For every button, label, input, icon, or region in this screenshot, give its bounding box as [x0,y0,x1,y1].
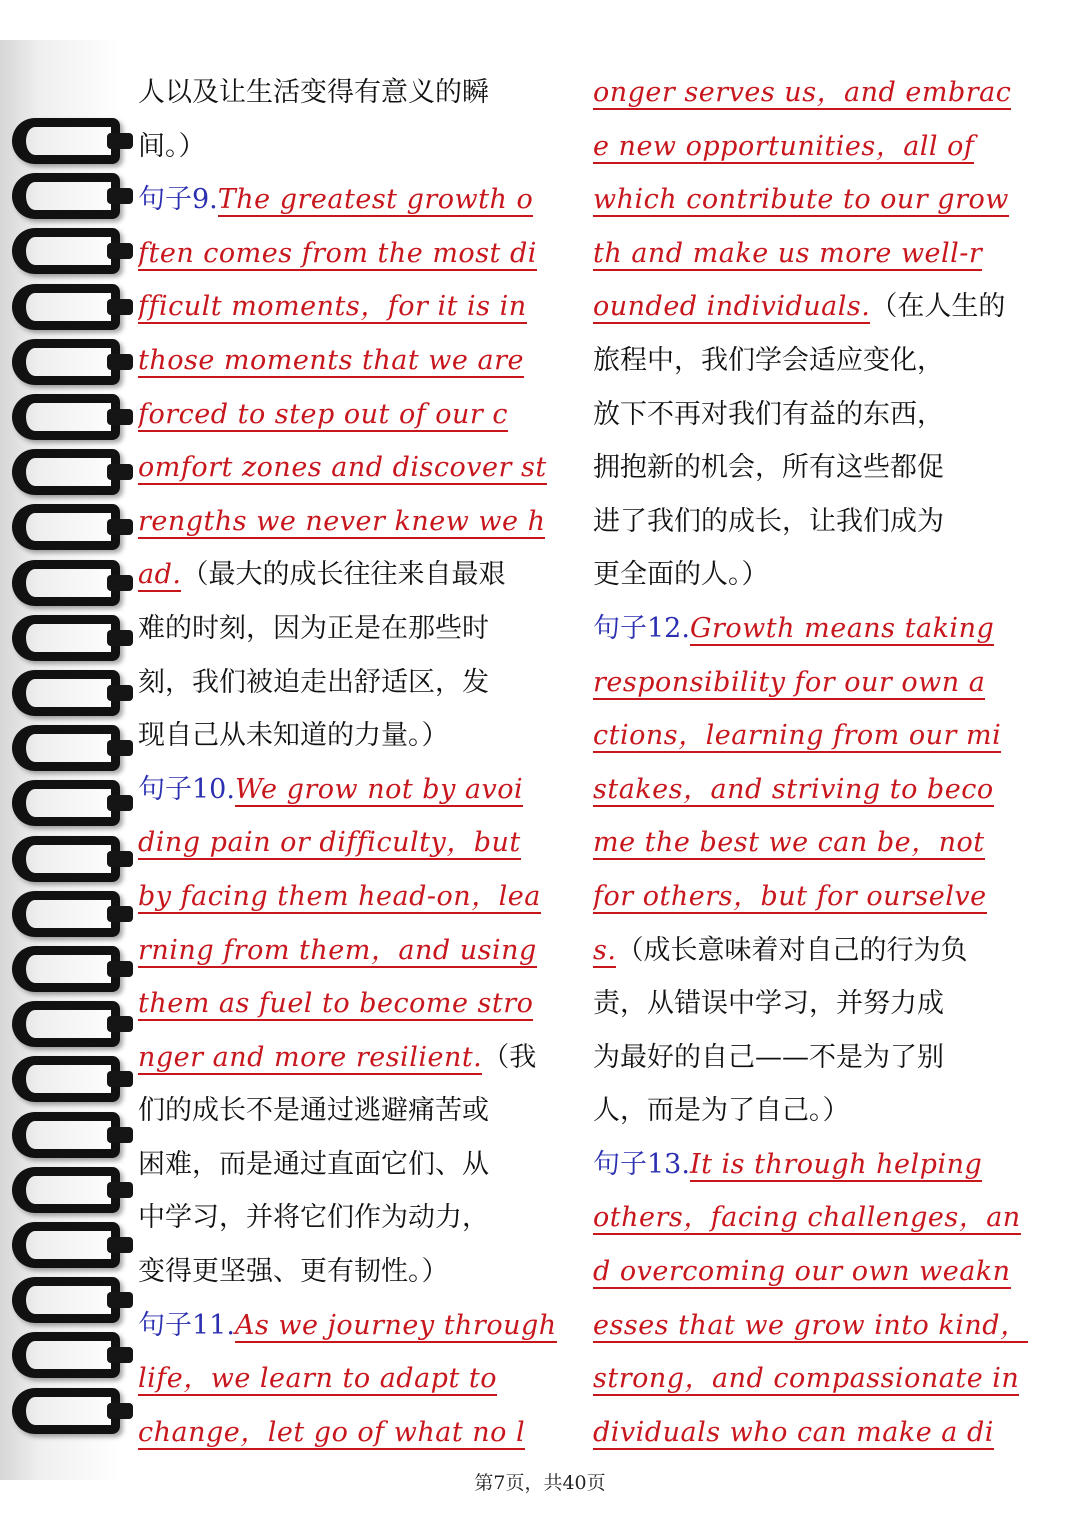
left-column [138,66,578,1459]
english-text: rengths we never knew we h [138,505,546,537]
chinese-text: 人，而是为了自己。） [593,1095,850,1127]
text-line [138,334,578,388]
text-line [138,816,578,870]
text-line [138,173,578,227]
text-line [593,1406,1033,1460]
binding-ring [12,504,120,550]
sentence-label: 句子11. [138,1309,235,1341]
chinese-text: 更全面的人。） [593,559,769,591]
binding-ring [12,1332,120,1378]
text-line [593,1084,1033,1138]
english-text: s. [593,934,617,966]
chinese-text: （在人生的 [870,291,1006,323]
chinese-text: 进了我们的成长，让我们成为 [593,505,944,537]
text-line [138,495,578,549]
binding-ring [12,560,120,606]
text-line [138,602,578,656]
english-text: omfort zones and discover st [138,452,547,484]
binding-ring [12,1388,120,1434]
text-line [138,1191,578,1245]
binding-ring [12,1167,120,1213]
sentence-label: 句子9. [138,184,218,216]
english-text: It is through helping [689,1148,983,1180]
english-text: e new opportunities，all of [593,130,975,162]
spiral-binding [0,40,140,1480]
text-line [593,66,1033,120]
text-line [593,602,1033,656]
binding-ring [12,836,120,882]
text-line [138,977,578,1031]
text-line [593,548,1033,602]
binding-ring [12,1001,120,1047]
text-line [593,763,1033,817]
text-line [593,1138,1033,1192]
english-text: esses that we grow into kind， [593,1309,1028,1341]
chinese-text: 责，从错误中学习，并努力成 [593,988,944,1020]
sentence-label: 句子10. [138,773,235,805]
binding-ring [12,228,120,274]
chinese-text: 刻，我们被迫走出舒适区，发 [138,666,489,698]
binding-ring [12,449,120,495]
chinese-text: 困难，而是通过直面它们、从 [138,1148,489,1180]
chinese-text: 放下不再对我们有益的东西， [593,398,944,430]
text-line [593,388,1033,442]
english-text: The greatest growth o [217,184,534,216]
binding-ring [12,118,120,164]
english-text: nger and more resilient. [138,1041,483,1073]
text-line [138,1406,578,1460]
binding-ring [12,1056,120,1102]
chinese-text: 难的时刻，因为正是在那些时 [138,612,489,644]
binding-ring [12,891,120,937]
english-text: change，let go of what no l [138,1416,526,1448]
binding-ring [12,615,120,661]
page-number: 第7页，共40页 [474,1472,606,1494]
text-line [138,709,578,763]
english-text: by facing them head-on，lea [138,880,541,912]
text-line [593,709,1033,763]
text-line [593,495,1033,549]
english-text: dividuals who can make a di [593,1416,994,1448]
english-text: which contribute to our grow [593,184,1009,216]
english-text: fficult moments，for it is in [138,291,527,323]
chinese-text: 间。） [138,130,206,162]
binding-ring [12,670,120,716]
chinese-text: 变得更坚强、更有韧性。） [138,1256,449,1288]
text-line [593,1031,1033,1085]
chinese-text: （成长意味着对自己的行为负 [616,934,968,966]
english-text: ounded individuals. [593,291,871,323]
english-text: As we journey through [234,1309,557,1341]
text-line [138,870,578,924]
english-text: for others，but for ourselve [593,880,987,912]
english-text: them as fuel to become stro [138,988,534,1020]
english-text: those moments that we are [138,344,524,376]
text-line [138,1299,578,1353]
text-line [593,1191,1033,1245]
text-line [138,548,578,602]
english-text: onger serves us，and embrac [593,77,1012,108]
chinese-text: 现自己从未知道的力量。） [138,720,449,752]
text-line [593,120,1033,174]
text-line [593,227,1033,281]
english-text: ding pain or difficulty，but [138,827,521,859]
text-line [593,1352,1033,1406]
chinese-text: 中学习，并将它们作为动力， [138,1202,489,1234]
binding-ring [12,173,120,219]
text-line [138,656,578,710]
english-text: strong，and compassionate in [593,1363,1020,1395]
text-line [593,816,1033,870]
english-text: me the best we can be，not [593,827,985,859]
text-line [593,924,1033,978]
right-column [593,66,1033,1459]
text-line [138,924,578,978]
english-text: th and make us more well-r [593,237,983,269]
binding-ring [12,946,120,992]
chinese-text: （最大的成长往往来自最艰 [181,559,506,591]
binding-ring [12,725,120,771]
sentence-label: 句子13. [593,1148,690,1180]
text-line [593,656,1033,710]
text-line [593,441,1033,495]
text-line [593,334,1033,388]
chinese-text: 人以及让生活变得有意义的瞬 [138,77,489,108]
english-text: rning from them，and using [138,934,537,966]
text-line [138,280,578,334]
text-line [138,1245,578,1299]
sentence-label: 句子12. [593,612,690,644]
text-line [138,763,578,817]
english-text: ad. [138,559,182,591]
chinese-text: 拥抱新的机会，所有这些都促 [593,452,944,484]
text-line [593,173,1033,227]
text-line [593,870,1033,924]
binding-ring [12,1222,120,1268]
binding-ring [12,1277,120,1323]
text-line [138,227,578,281]
english-text: Growth means taking [689,612,995,644]
text-line [138,388,578,442]
text-line [593,1245,1033,1299]
english-text: responsibility for our own a [593,666,986,698]
binding-ring [12,339,120,385]
text-line [138,66,578,120]
chinese-text: （我 [482,1041,537,1073]
english-text: forced to step out of our c [138,398,509,430]
text-line [593,280,1033,334]
english-text: stakes，and striving to beco [593,773,994,805]
text-line [138,1084,578,1138]
chinese-text: 为最好的自己——不是为了别 [593,1041,944,1073]
binding-ring [12,1112,120,1158]
chinese-text: 旅程中，我们学会适应变化， [593,344,944,376]
text-line [138,1031,578,1085]
english-text: ften comes from the most di [138,237,537,269]
text-line [593,977,1033,1031]
text-line [138,120,578,174]
text-line [138,441,578,495]
english-text: life，we learn to adapt to [138,1363,497,1395]
binding-ring [12,780,120,826]
chinese-text: 们的成长不是通过逃避痛苦或 [138,1095,489,1127]
english-text: ctions，learning from our mi [593,720,1002,752]
english-text: d overcoming our own weakn [593,1256,1011,1288]
binding-ring [12,284,120,330]
english-text: others，facing challenges，an [593,1202,1021,1234]
english-text: We grow not by avoi [234,773,524,805]
text-line [138,1138,578,1192]
binding-ring [12,394,120,440]
text-line [138,1352,578,1406]
text-line [593,1299,1033,1353]
